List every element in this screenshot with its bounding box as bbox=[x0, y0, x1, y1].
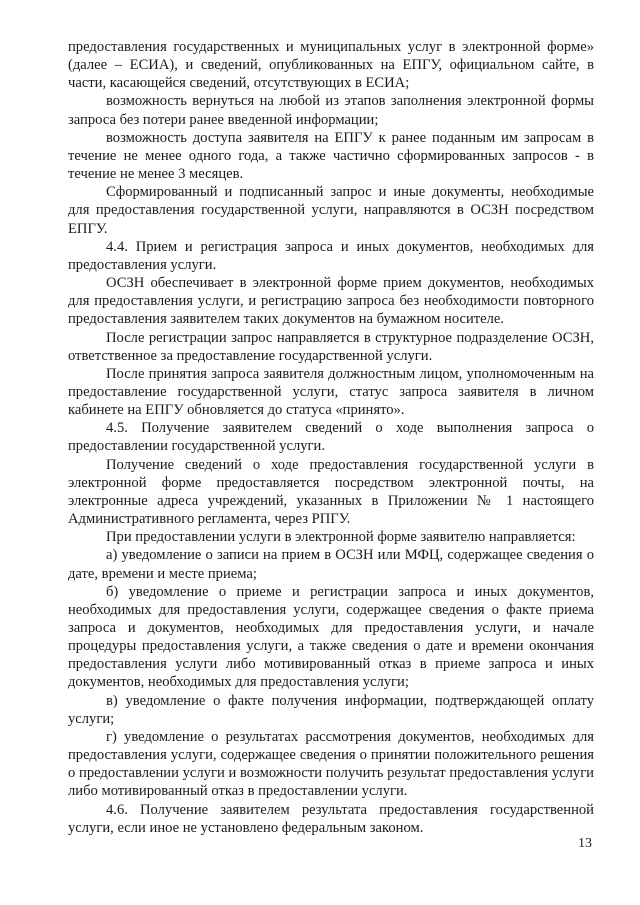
paragraph: а) уведомление о записи на прием в ОСЗН или МФЦ, содержащее сведения о дате, времени и месте приема; bbox=[68, 547, 594, 582]
paragraph: Получение сведений о ходе предоставления государственной услуги в электронной форме предоставляется посредством электронной почты, на электронные адреса учреждений, указанных в Приложении № 1 настоящего Административного регламента, через РПГУ. bbox=[68, 456, 594, 528]
paragraph: При предоставлении услуги в электронной форме заявителю направляется: bbox=[106, 529, 576, 546]
paragraph: После принятия запроса заявителя должностным лицом, уполномоченным на предоставление государственной услуги, статус запроса заявителя в личном кабинете на ЕПГУ обновляется до статуса «принято». bbox=[68, 365, 594, 419]
paragraph: 4.5. Получение заявителем сведений о ходе выполнения запроса о предоставлении государственной услуги. bbox=[68, 420, 594, 455]
paragraph: 4.6. Получение заявителем результата предоставления государственной услуги, если иное не установлено федеральным законом. bbox=[68, 801, 594, 836]
paragraph: После регистрации запрос направляется в структурное подразделение ОСЗН, ответственное за предоставление государственной услуги. bbox=[68, 329, 594, 364]
paragraph: 4.4. Прием и регистрация запроса и иных документов, необходимых для предоставления услуги. bbox=[68, 238, 594, 273]
paragraph: б) уведомление о приеме и регистрации запроса и иных документов, необходимых для предоставления услуги, содержащее сведения о факте приема запроса и документов, необходимых для предоставления услуги, и начале процедуры предоставления услуги, а также сведения о дате и времени окончания предоставления услуги либо мотивированный отказ в приеме запроса и иных документов, необходимых для предоставления услуги; bbox=[68, 583, 594, 691]
paragraph: возможность вернуться на любой из этапов заполнения электронной формы запроса без потери ранее введенной информации; bbox=[68, 93, 594, 128]
paragraph: возможность доступа заявителя на ЕПГУ к ранее поданным им запросам в течение не менее одного года, а также частично сформированных запросов - в течение не менее 3 месяцев. bbox=[68, 129, 594, 183]
paragraph: предоставления государственных и муниципальных услуг в электронной форме» (далее – ЕСИА), и сведений, опубликованных на ЕПГУ, официальном сайте, в части, касающейся сведений, отсутствующих в ЕСИА; bbox=[68, 39, 594, 92]
paragraph: в) уведомление о факте получения информации, подтверждающей оплату услуги; bbox=[68, 692, 594, 727]
paragraph: ОСЗН обеспечивает в электронной форме прием документов, необходимых для предоставления услуги, и регистрацию запроса без необходимости повторного предоставления заявителем таких документов на бумажном носителе. bbox=[68, 275, 594, 328]
document-body bbox=[68, 38, 594, 837]
page-number: 13 bbox=[578, 836, 592, 851]
paragraph: г) уведомление о результатах рассмотрения документов, необходимых для предоставления услуги, содержащее сведения о принятии положительного решения о предоставлении услуги и возможности получить результат предоставления услуги либо мотивированный отказ в предоставлении услуги. bbox=[68, 728, 594, 800]
paragraph: Сформированный и подписанный запрос и иные документы, необходимые для предоставления государственной услуги, направляются в ОСЗН посредством ЕПГУ. bbox=[68, 184, 594, 237]
